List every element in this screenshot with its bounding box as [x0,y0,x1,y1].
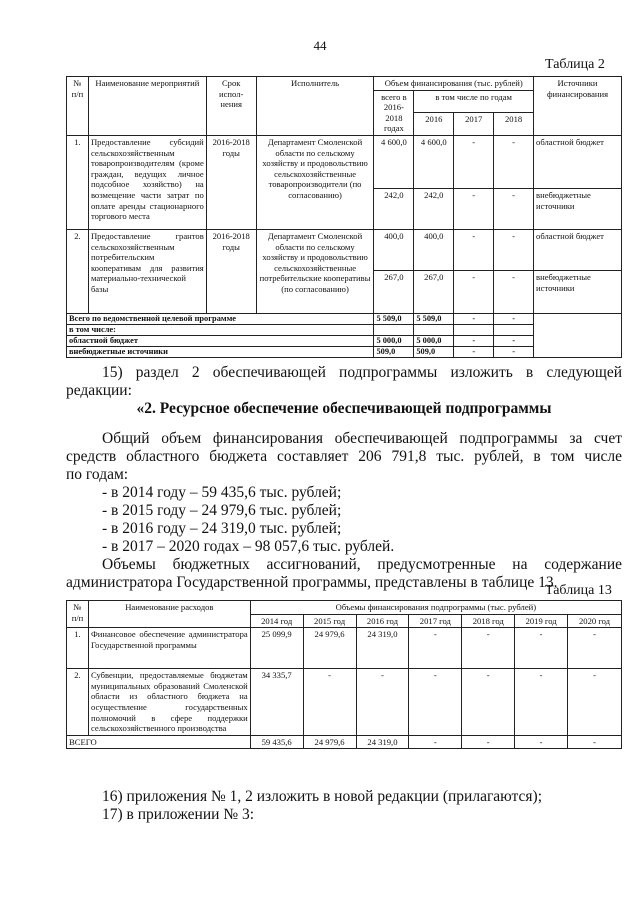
t2-cell-2017: - [454,188,494,229]
t2-cell-total: 242,0 [374,188,414,229]
funding-2015: - в 2015 году – 24 979,6 тыс. рублей; [102,502,342,519]
t2-cell-source: областной бюджет [534,229,622,270]
t2-header-2018: 2018 [494,113,534,136]
t2-header-total: всего в 2016-2018 годах [374,90,414,135]
t2-header-2016: 2016 [414,113,454,136]
t2-summary-label: областной бюджет [67,335,374,346]
t2-summary-2016: 5 000,0 [414,335,454,346]
item-17: 17) в приложении № 3: [102,806,255,823]
t2-cell-total: 4 600,0 [374,135,414,188]
t2-row-name: Предоставление субсидий сельскохозяйственным товаропроизводителям (кроме граждан, ведущих личное подсобное хозяйство) на возмещение части затрат по оплате аренды стационарного торгового места [88,135,206,229]
t13-row-name: Субвенции, предоставляемые бюджетам муниципальных образований Смоленской области из областного бюджета на осуществление государственных полномочий в сфере поддержки сельскохозяйственного производства [88,669,250,736]
t2-summary-label: в том числе: [67,324,374,335]
t13-cell: - [568,669,622,736]
t2-cell-2018: - [494,188,534,229]
t13-cell: - [515,669,568,736]
t2-cell-source: внебюджетные источники [534,188,622,229]
t2-header-num: № п/п [67,77,89,136]
t2-summary-2017: - [454,346,494,357]
table-13 [66,600,622,749]
t2-row-name: Предоставление грантов сельскохозяйственным потребительским кооперативам для развития материально-технической базы [88,229,206,313]
t13-header-year: 2016 год [356,614,409,628]
t2-summary-2016: 509,0 [414,346,454,357]
t2-cell-total: 267,0 [374,270,414,313]
t13-cell: - [409,669,462,736]
t2-summary-total: 5 000,0 [374,335,414,346]
t13-cell: - [568,628,622,669]
t13-header-year: 2018 год [462,614,515,628]
table13-caption: Таблица 13 [545,583,612,598]
t13-total-cell: 24 979,6 [303,735,356,749]
t2-header-sources: Источники финансирования [534,77,622,136]
funding-2017-2020: - в 2017 – 2020 годах – 98 057,6 тыс. рублей. [102,538,395,555]
t13-cell: - [356,669,409,736]
t13-total-cell: - [515,735,568,749]
t2-header-name: Наименование мероприятий [88,77,206,136]
t2-summary-2016 [414,324,454,335]
t2-cell-2018: - [494,229,534,270]
t13-cell: - [409,628,462,669]
item-16: 16) приложения № 1, 2 изложить в новой редакции (прилагаются); [102,788,543,805]
t13-total-cell: - [462,735,515,749]
funding-2016: - в 2016 году – 24 319,0 тыс. рублей; [102,520,342,537]
t2-row-term: 2016-2018 годы [206,135,256,229]
paragraph-1-line-1: Общий объем финансирования обеспечивающей подпрограммы за счет [102,430,622,447]
t13-cell: 34 335,7 [250,669,303,736]
t2-row-num: 1. [67,135,89,229]
paragraph-1-line-2: средств областного бюджета составляет 206 791,8 тыс. рублей, в том числе [66,448,622,465]
t13-cell: - [462,669,515,736]
t13-cell: - [303,669,356,736]
t2-summary-label: внебюджетные источники [67,346,374,357]
t13-total-cell: 24 319,0 [356,735,409,749]
t2-cell-2017: - [454,135,494,188]
t13-row-num: 2. [67,669,89,736]
t2-cell-source: внебюджетные источники [534,270,622,313]
t2-summary-2018: - [494,346,534,357]
t2-cell-source: областной бюджет [534,135,622,188]
t13-header-year: 2019 год [515,614,568,628]
t2-row-executor: Департамент Смоленской области по сельскому хозяйству и продовольствию сельскохозяйственные товаропроизводители (по согласованию) [256,135,374,229]
t2-cell-2018: - [494,135,534,188]
item-15: 15) раздел 2 обеспечивающей подпрограммы изложить в следующей [102,364,622,381]
paragraph-1-line-3: по годам: [66,466,129,483]
page-number: 44 [313,38,327,53]
t13-total-cell: - [409,735,462,749]
t2-header-volume: Объем финансирования (тыс. рублей) [374,77,534,91]
table2-caption: Таблица 2 [545,57,605,72]
t2-header-executor: Исполнитель [256,77,374,136]
t2-summary-2017 [454,324,494,335]
t13-total-cell: 59 435,6 [250,735,303,749]
t2-row-executor: Департамент Смоленской области по сельскому хозяйству и продовольствию сельскохозяйственные потребительские кооперативы (по согласованию) [256,229,374,313]
table-2 [66,76,622,358]
t13-total-label: ВСЕГО [67,735,251,749]
t13-header-volume: Объемы финансирования подпрограммы (тыс. рублей) [250,601,621,615]
item-15-cont: редакции: [66,382,132,399]
t2-cell-2016: 4 600,0 [414,135,454,188]
t13-header-year: 2020 год [568,614,622,628]
t13-row-num: 1. [67,628,89,669]
t13-header-year: 2017 год [409,614,462,628]
t2-summary-blank [534,313,622,357]
t13-total-cell: - [568,735,622,749]
t13-row-name: Финансовое обеспечение администратора Государственной программы [88,628,250,669]
t2-summary-total: 5 509,0 [374,313,414,324]
section-heading: «2. Ресурсное обеспечение обеспечивающей подпрограммы [136,400,552,417]
table-row [67,135,622,188]
t13-cell: 24 979,6 [303,628,356,669]
summary-row [67,313,622,324]
funding-2014: - в 2014 году – 59 435,6 тыс. рублей; [102,484,342,501]
total-row [67,735,622,749]
table-row [67,628,622,669]
paragraph-2-line-2: администратора Государственной программы, представлены в таблице 13. [66,574,558,591]
t13-header-num: № п/п [67,601,89,628]
t13-cell: 25 099,9 [250,628,303,669]
t13-header-year: 2015 год [303,614,356,628]
t2-summary-total: 509,0 [374,346,414,357]
t2-cell-2018: - [494,270,534,313]
t2-summary-2018: - [494,313,534,324]
t13-cell: - [515,628,568,669]
paragraph-2-line-1: Объемы бюджетных ассигнований, предусмотренные на содержание [102,556,622,573]
t2-cell-2016: 400,0 [414,229,454,270]
t2-summary-2018: - [494,335,534,346]
t2-row-term: 2016-2018 годы [206,229,256,313]
t2-summary-label: Всего по ведомственной целевой программе [67,313,374,324]
t2-summary-2017: - [454,313,494,324]
t2-summary-2018 [494,324,534,335]
t2-cell-2016: 267,0 [414,270,454,313]
t13-cell: - [462,628,515,669]
t2-cell-2017: - [454,270,494,313]
t2-cell-2017: - [454,229,494,270]
table-row [67,669,622,736]
t2-row-num: 2. [67,229,89,313]
t2-cell-2016: 242,0 [414,188,454,229]
table-row [67,229,622,270]
t2-header-2017: 2017 [454,113,494,136]
t13-header-year: 2014 год [250,614,303,628]
t2-summary-total [374,324,414,335]
t13-cell: 24 319,0 [356,628,409,669]
t13-header-name: Наименование расходов [88,601,250,628]
t2-summary-2017: - [454,335,494,346]
t2-header-by-years: в том числе по годам [414,90,534,113]
t2-summary-2016: 5 509,0 [414,313,454,324]
t2-header-term: Срок испол-нения [206,77,256,136]
t2-cell-total: 400,0 [374,229,414,270]
